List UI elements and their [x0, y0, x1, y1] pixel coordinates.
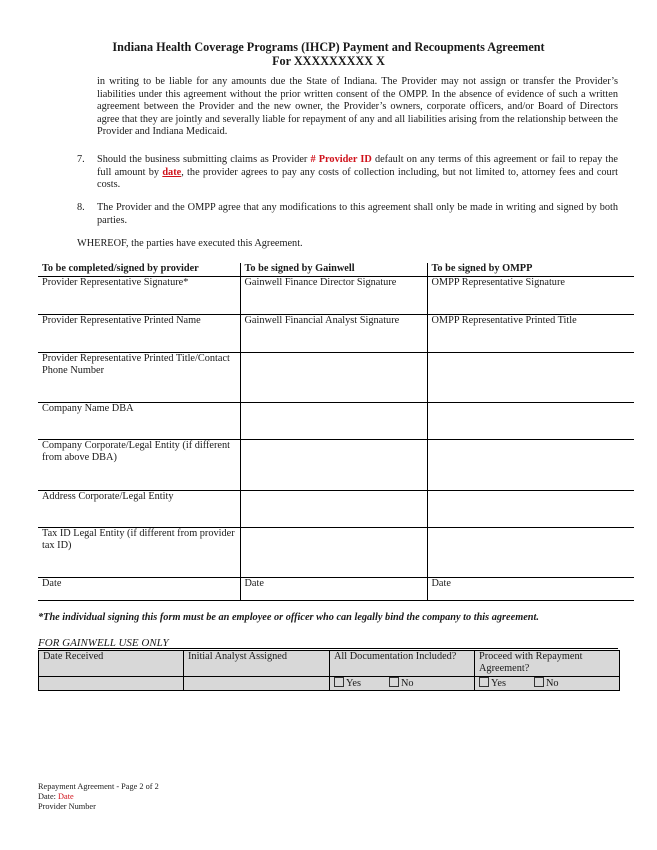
company-name-dba-field[interactable]: Company Name DBA — [38, 402, 240, 439]
yes-label: Yes — [491, 678, 506, 689]
gainwell-use-table — [38, 650, 620, 691]
empty-cell — [427, 439, 634, 490]
provider-id-placeholder: # Provider ID — [310, 154, 372, 165]
checkbox-icon[interactable] — [479, 677, 489, 687]
ompp-representative-signature-field[interactable]: OMPP Representative Signature — [427, 276, 634, 314]
ompp-date-field[interactable]: Date — [427, 577, 634, 600]
footer-date-value: Date — [58, 792, 74, 802]
initial-analyst-field[interactable] — [184, 677, 330, 691]
gainwell-use-title: FOR GAINWELL USE ONLY — [38, 637, 169, 649]
footer-date-label: Date: — [38, 792, 59, 802]
tax-id-field[interactable]: Tax ID Legal Entity (if different from provider tax ID) — [38, 527, 240, 577]
gainwell-finance-director-signature-field[interactable]: Gainwell Finance Director Signature — [240, 276, 427, 314]
checkbox-icon[interactable] — [389, 677, 399, 687]
documentation-no-option[interactable] — [389, 677, 414, 690]
empty-cell — [240, 527, 427, 577]
no-label: No — [545, 678, 559, 689]
title-phone-row — [38, 352, 634, 402]
item-7-paragraph — [97, 154, 618, 192]
date-row — [38, 577, 634, 600]
no-label: No — [400, 678, 414, 689]
empty-cell — [240, 402, 427, 439]
documentation-options — [330, 677, 475, 691]
provider-column-header: To be completed/signed by provider — [38, 263, 240, 276]
signature-row — [38, 276, 634, 314]
empty-cell — [427, 527, 634, 577]
date-received-field[interactable] — [39, 677, 184, 691]
signature-table-header — [38, 263, 634, 276]
item-7-text-middle: default on any terms of this agreement or fail to repay the full amount by — [97, 154, 619, 178]
footer-date-line — [38, 792, 159, 802]
provider-date-field[interactable]: Date — [38, 577, 240, 600]
document-title: Indiana Health Coverage Programs (IHCP) Payment and Recoupments Agreement — [112, 40, 545, 54]
item-8-paragraph: The Provider and the OMPP agree that any modifications to this agreement shall only be made in writing and signed by both parties. — [97, 202, 618, 226]
continuation-paragraph: in writing to be liable for any amounts due the State of Indiana. The Provider may not assign or transfer the Provider’s liabilities under this agreement without the prior written consent of the OMPP. In the absence of evidence of such a written agreement between the Provider and the new owner, the Provider’s owners, corporate officers, and/or Board of Directors agree that they are jointly and severally liable for repayment of any and all liabilities arising from the relationship between the Provider and Indiana Medicaid. — [97, 76, 618, 138]
item-7-text-before: Should the business submitting claims as Provider — [97, 154, 311, 165]
empty-cell — [240, 439, 427, 490]
printed-name-row — [38, 314, 634, 352]
provider-printed-name-field[interactable]: Provider Representative Printed Name — [38, 314, 240, 352]
gainwell-use-divider — [38, 648, 618, 649]
provider-title-phone-field[interactable]: Provider Representative Printed Title/Contact Phone Number — [38, 352, 240, 402]
checkbox-icon[interactable] — [334, 677, 344, 687]
proceed-yes-option[interactable] — [479, 677, 506, 690]
empty-cell — [240, 490, 427, 527]
signature-table — [38, 263, 634, 601]
item-7-text-after: , the provider agrees to pay any costs of collection including, but not limited to, attorney fees and court costs. — [97, 166, 618, 191]
page-footer — [38, 782, 159, 813]
company-legal-entity-field[interactable]: Company Corporate/Legal Entity (if different from above DBA) — [38, 439, 240, 490]
yes-label: Yes — [346, 678, 361, 689]
company-dba-row — [38, 402, 634, 439]
item-8-number: 8. — [77, 202, 85, 213]
ompp-column-header: To be signed by OMPP — [427, 263, 634, 276]
checkbox-icon[interactable] — [534, 677, 544, 687]
footer-page-label: Repayment Agreement - Page 2 of 2 — [38, 782, 159, 791]
empty-cell — [427, 490, 634, 527]
provider-signature-field[interactable]: Provider Representative Signature* — [38, 276, 240, 314]
tax-id-row — [38, 527, 634, 577]
empty-cell — [240, 352, 427, 402]
signer-authority-note: *The individual signing this form must be an employee or officer who can legally bind the company to this agreement. — [38, 612, 539, 623]
proceed-no-option[interactable] — [534, 677, 559, 690]
address-legal-entity-field[interactable]: Address Corporate/Legal Entity — [38, 490, 240, 527]
gainwell-date-field[interactable]: Date — [240, 577, 427, 600]
documentation-yes-option[interactable] — [334, 677, 361, 690]
empty-cell — [427, 402, 634, 439]
all-documentation-header: All Documentation Included? — [330, 651, 475, 677]
proceed-options — [475, 677, 620, 691]
legal-entity-row — [38, 439, 634, 490]
footer-provider-number: Provider Number — [38, 802, 96, 812]
initial-analyst-header: Initial Analyst Assigned — [184, 651, 330, 677]
date-placeholder: date — [162, 166, 182, 178]
proceed-repayment-header: Proceed with Repayment Agreement? — [475, 651, 620, 677]
item-7-number: 7. — [77, 154, 85, 165]
gainwell-column-header: To be signed by Gainwell — [240, 263, 427, 276]
ompp-printed-title-field[interactable]: OMPP Representative Printed Title — [427, 314, 634, 352]
document-subtitle: For XXXXXXXXX X — [272, 54, 385, 68]
gainwell-analyst-signature-field[interactable]: Gainwell Financial Analyst Signature — [240, 314, 427, 352]
address-row — [38, 490, 634, 527]
date-received-header: Date Received — [39, 651, 184, 677]
gainwell-use-header-row — [39, 651, 620, 677]
empty-cell — [427, 352, 634, 402]
whereof-statement: WHEREOF, the parties have executed this Agreement. — [77, 238, 303, 249]
gainwell-use-value-row — [39, 677, 620, 691]
